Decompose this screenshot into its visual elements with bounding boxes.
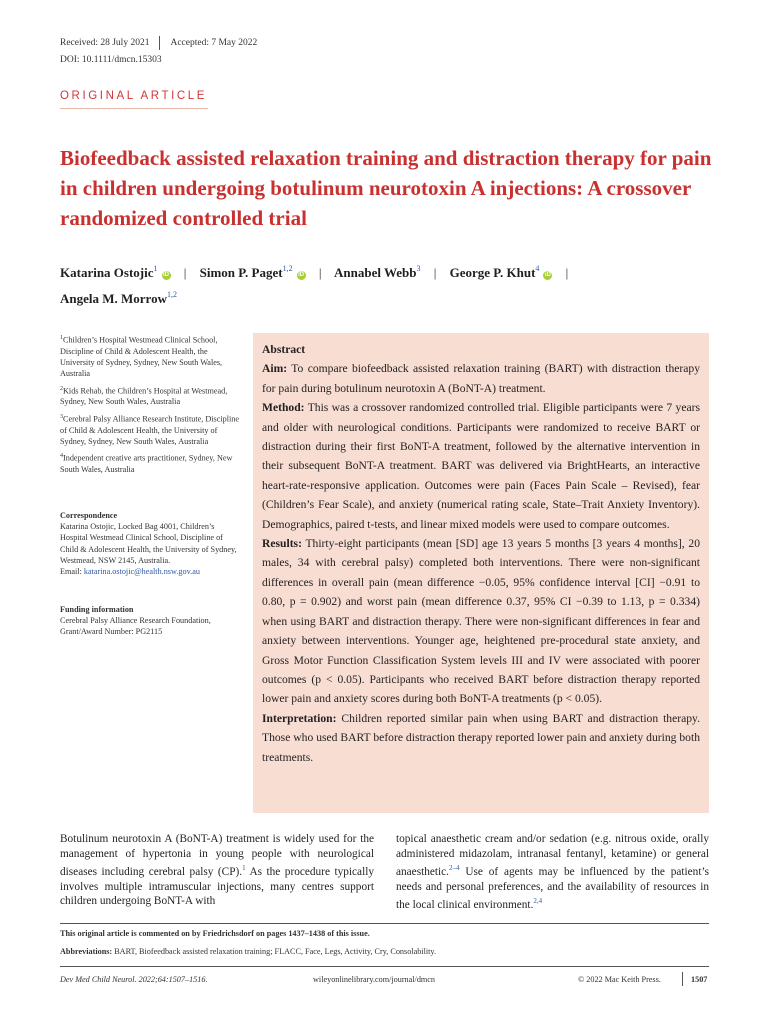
author-name[interactable]: Annabel Webb <box>333 265 417 280</box>
author-affiliation-ref[interactable]: 3 <box>416 264 421 273</box>
received-date: Received: 28 July 2021 <box>60 38 150 48</box>
correspondence-email-line <box>60 566 240 577</box>
header-divider <box>159 36 160 50</box>
author-separator: | <box>183 265 187 280</box>
affiliation-number: 4 <box>60 453 63 460</box>
article-dates <box>60 36 257 50</box>
affiliation <box>60 384 240 408</box>
journal-citation: Dev Med Child Neurol. 2022;64:1507–1516. <box>60 975 208 984</box>
author-name[interactable]: Simon P. Paget <box>199 265 283 280</box>
citation-ref[interactable]: 1 <box>242 864 246 873</box>
author-separator: | <box>565 265 569 280</box>
footer-rule <box>60 966 709 967</box>
affiliation-number: 1 <box>60 335 63 341</box>
abbreviations-note <box>60 947 436 956</box>
doi[interactable]: DOI: 10.1111/dmcn.15303 <box>60 55 162 65</box>
author-separator: | <box>318 265 322 280</box>
funding-heading: Funding information <box>60 605 134 614</box>
body-text: Botulinum neurotoxin A (BoNT-A) treatment is widely used for the management of hypertonia in young people with neurological diseases including cerebral palsy (CP). <box>60 833 374 878</box>
affiliation-text: Cerebral Palsy Alliance Research Institute, Discipline of Child & Adolescent Health, the University of Sydney, Sydney, New South Wales, Australia <box>60 414 239 446</box>
author-affiliation-ref[interactable]: 4 <box>535 264 540 273</box>
body-column-right <box>396 832 709 913</box>
aim-text: To compare biofeedback assisted relaxation training (BART) with distraction therapy for pain during botulinum neurotoxin A (BoNT-A) treatment. <box>262 362 700 395</box>
journal-url[interactable]: wileyonlinelibrary.com/journal/dmcn <box>313 975 436 984</box>
aim-label: Aim: <box>262 362 288 376</box>
correspondence-heading: Correspondence <box>60 511 118 520</box>
body-text: Use of agents may be influenced by the patient’s needs and personal preferences, and the availability of resources in the local clinical environment. <box>396 865 709 911</box>
section-label: ORIGINAL ARTICLE <box>60 90 208 102</box>
body-text: topical anaesthetic cream and/or sedation (e.g. nitrous oxide, orally administered midazolam, intranasal fentanyl, ketamine) or general anaesthetic. <box>396 833 709 878</box>
affiliations <box>60 333 240 475</box>
orcid-icon[interactable]: iD <box>298 272 305 278</box>
affiliation-text: Kids Rehab, the Children’s Hospital at Westmead, Sydney, New South Wales, Australia <box>60 386 228 407</box>
section-rule <box>60 108 208 109</box>
orcid-icon[interactable]: iD <box>163 272 170 278</box>
author-name[interactable]: Katarina Ostojic <box>60 265 154 280</box>
method-text: This was a crossover randomized controlled trial. Eligible participants were 7 years and older with neurological conditions. Participants were randomized to receive BART or distraction during their first BoNT-A treatment, followed by the alternative intervention in their subsequent BoNT-A treatment. BART was delivered via BrightHearts, an interactive heart-rate-responsive application. Outcomes were pain (Faces Pain Scale – Revised), fear (Children’s Fear Scale), and anxiety (numerical rating scale, State–Trait Anxiety Inventory). Demographics, paired t-tests, and linear mixed models were used to compare outcomes. <box>262 401 700 531</box>
correspondence <box>60 510 240 577</box>
results-text: Thirty-eight participants (mean [SD] age 13 years 5 months [3 years 4 months], 20 males, 34 with cerebral palsy) completed both interventions. There were non-significant differences in overall pain (mean difference −0.05, 95% confidence interval [CI] −0.91 to 0.80, p = 0.902) and worst pain (mean difference 0.37, 95% CI −0.39 to 1.13, p = 0.334) when using BART and distraction therapy. There were non-significant differences in fear and anxiety between interventions. Younger age, heightened pre-procedural state anxiety, and Gross Motor Function Classification System levels III and IV were associated with poorer outcomes (p < 0.05). Participants who received BART before distraction therapy reported lower pain and anxiety scores during both BoNT-A treatments (p < 0.05). <box>262 537 700 706</box>
commentary-note: This original article is commented on by Friedrichsdorf on pages 1437–1438 of this issue. <box>60 929 370 938</box>
citation-ref[interactable]: 2–4 <box>449 864 460 873</box>
method-label: Method: <box>262 401 305 415</box>
interpretation-label: Interpretation: <box>262 711 337 725</box>
interpretation-text: Children reported similar pain when using BART and distraction therapy. Those who used BART before distraction therapy reported lower pain and anxiety during both treatments. <box>262 711 700 764</box>
copyright: © 2022 Mac Keith Press. <box>578 975 661 984</box>
affiliation <box>60 333 240 380</box>
article-title: Biofeedback assisted relaxation training and distraction therapy for pain in children undergoing botulinum neurotoxin A injections: A crossover randomized controlled trial <box>60 146 712 230</box>
affiliation-text: Children’s Hospital Westmead Clinical School, Discipline of Child & Adolescent Health, the University of Sydney, Sydney, New South Wales, Australia <box>60 335 223 379</box>
affiliation-text: Independent creative arts practitioner, Sydney, New South Wales, Australia <box>60 453 233 474</box>
orcid-icon[interactable]: iD <box>544 272 551 278</box>
affiliation-number: 3 <box>60 413 63 420</box>
citation-ref[interactable]: 2,4 <box>533 897 543 906</box>
affiliation <box>60 451 240 475</box>
body-column-left <box>60 832 374 909</box>
author-separator: | <box>433 265 437 280</box>
abstract-heading: Abstract <box>262 343 306 356</box>
abbreviations-text: BART, Biofeedback assisted relaxation training; FLACC, Face, Legs, Activity, Cry, Consolability. <box>112 947 437 956</box>
abbreviations-label: Abbreviations: <box>60 947 113 956</box>
page-number: 1507 <box>691 975 708 984</box>
email-link[interactable]: katarina.ostojic@health.nsw.gov.au <box>83 567 200 577</box>
correspondence-address: Katarina Ostojic, Locked Bag 4001, Children’s Hospital Westmead Clinical School, Discipline of Child & Adolescent Health, the University of Sydney, Westmead, NSW 2145, Australia. <box>60 522 237 565</box>
affiliation <box>60 412 240 447</box>
footer-divider <box>682 972 683 986</box>
author-name[interactable]: Angela M. Morrow <box>60 291 167 306</box>
body-text: As the procedure typically involves multiple intramuscular injections, many centres support children undergoing BoNT-A with <box>60 865 374 908</box>
author-affiliation-ref[interactable]: 1,2 <box>166 290 177 299</box>
notes-rule <box>60 923 709 924</box>
author-name[interactable]: George P. Khut <box>449 265 536 280</box>
email-label: Email: <box>60 567 84 577</box>
abstract <box>262 340 700 767</box>
funding <box>60 604 240 638</box>
author-list <box>60 258 730 310</box>
affiliation-number: 2 <box>60 385 63 392</box>
results-label: Results: <box>262 537 302 551</box>
accepted-date: Accepted: 7 May 2022 <box>170 38 258 48</box>
author-affiliation-ref[interactable]: 1 <box>153 264 158 273</box>
author-affiliation-ref[interactable]: 1,2 <box>282 264 293 273</box>
funding-text: Cerebral Palsy Alliance Research Foundation, Grant/Award Number: PG2115 <box>60 616 211 637</box>
